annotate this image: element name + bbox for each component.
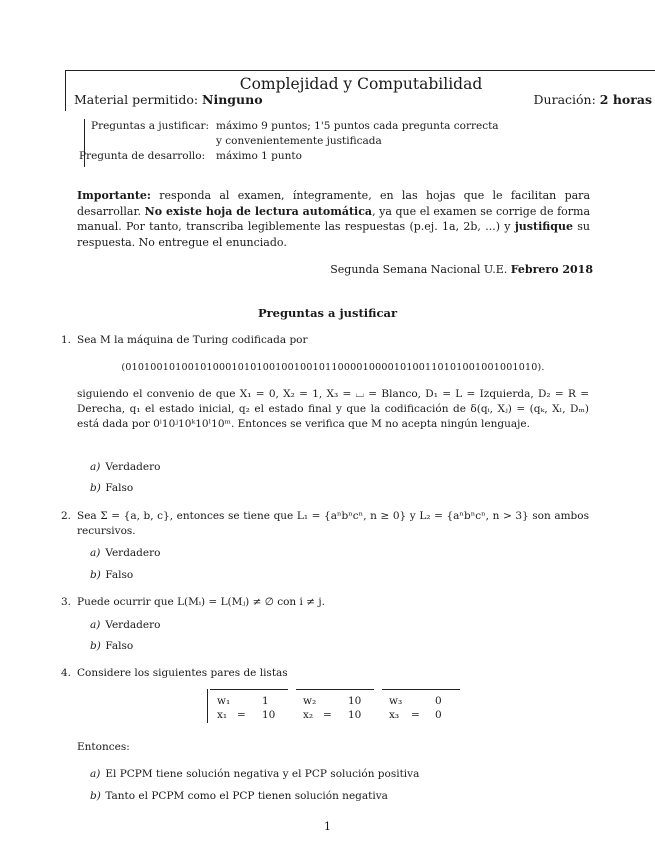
question-number: 3. [61,596,72,608]
pcp-cell: w₃ [389,695,403,707]
important-text: su respuesta. No entregue el enunciado. [77,220,590,249]
pcp-cell: 10 [348,695,362,707]
rule-label: Pregunta de desarrollo: [79,150,206,162]
question-3 [61,595,589,610]
option-text: Falso [105,640,134,652]
option-text: Falso [105,569,134,581]
pcp-cell: w₁ [217,695,231,707]
pcp-cell: = [237,709,246,721]
pcp-cell: x₂ [303,709,314,721]
exam-header [65,70,655,111]
option[interactable] [90,482,133,494]
option[interactable] [90,619,160,631]
pcp-cell: 10 [262,709,276,721]
option[interactable] [90,640,133,652]
question-text: Puede ocurrir que L(Mᵢ) = L(Mⱼ) ≠ ∅ con i ≠ j. [77,596,325,608]
session-text: Segunda Semana Nacional U.E. [330,263,508,276]
question-number: 1. [61,334,72,346]
duration-value: 2 horas [599,92,652,107]
rule-row [85,119,525,134]
option-text: Verdadero [105,461,161,473]
question-text: Considere los siguientes pares de listas [77,667,288,679]
option[interactable] [90,547,160,559]
option-text: Tanto el PCPM como el PCP tienen solución negativa [105,790,388,802]
section-title: Preguntas a justificar [257,306,398,320]
material-value: Ninguno [202,92,263,107]
course-title: Complejidad y Computabilidad [239,75,483,93]
table-rule [210,689,288,690]
page-number: 1 [324,820,331,833]
material-allowed [74,92,263,107]
option[interactable] [90,768,419,780]
option-text: Verdadero [105,619,161,631]
question-intro: Sea M la máquina de Turing codificada por [77,334,308,346]
option-text: Falso [105,482,134,494]
option-letter: a) [90,461,101,473]
question-2 [61,509,589,539]
pcp-cell: w₂ [303,695,317,707]
important-note [77,188,590,250]
rule-row [85,134,525,149]
important-bold: No existe hoja de lectura automática [144,204,373,218]
option[interactable] [90,790,388,802]
scoring-rules [79,119,525,167]
option-letter: b) [90,482,101,494]
question-4-then: Entonces: [77,741,130,753]
pcp-cell: 0 [435,695,442,707]
pcp-cell: 1 [262,695,269,707]
pcp-cell: = [411,709,420,721]
question-1 [61,333,589,432]
pcp-cell: 10 [348,709,362,721]
pcp-cell: x₃ [389,709,400,721]
important-text: responda al examen, íntegramente, en las hojas que le facilitan para desarrollar. [77,189,590,218]
duration-label: Duración: [533,92,596,107]
important-lead: Importante: [77,189,151,202]
table-rule [382,689,460,690]
rule-value: máximo 9 puntos; 1'5 puntos cada pregunta correcta [216,120,499,132]
material-label: Material permitido: [74,92,199,107]
pcp-cell: x₁ [217,709,228,721]
session-date: Febrero 2018 [510,263,593,276]
rule-value: máximo 1 punto [216,150,302,162]
rule-label: Preguntas a justificar: [91,120,210,132]
important-bold: justifique [514,220,573,233]
option-text: Verdadero [105,547,161,559]
question-text: Sea Σ = {a, b, c}, entonces se tiene que L₁ = {aⁿbⁿcⁿ, n ≥ 0} y L₂ = {aⁿbⁿcⁿ, n > 3} son ambos recursivos. [77,510,589,537]
table-border [207,689,208,723]
duration [534,92,652,107]
question-number: 2. [61,510,72,522]
rule-value: y convenientemente justificada [216,135,382,147]
important-text: , ya que el examen se corrige de forma manual. Por tanto, transcriba legiblemente las respuestas (p.ej. 1a, 2b, ...) y [77,204,591,233]
question-number: 4. [61,667,72,679]
option[interactable] [90,569,133,581]
option[interactable] [90,461,160,473]
pcp-cell: = [323,709,332,721]
option-letter: b) [90,640,101,652]
question-4 [61,666,589,681]
option-text: El PCPM tiene solución negativa y el PCP solución positiva [105,768,420,780]
exam-session [330,263,593,276]
option-letter: a) [90,547,101,559]
option-letter: b) [90,790,101,802]
pcp-cell: 0 [435,709,442,721]
question-text: siguiendo el convenio de que X₁ = 0, X₂ = 1, X₃ = ⌴ = Blanco, D₁ = L = Izquierda, D₂ = R = Derecha, q₁ el estado inicial, q₂ el estado final y que la codificación de δ(qᵢ, Xⱼ) = (qₖ, Xₗ, Dₘ) está dada por 0ⁱ10ʲ10ᵏ10ˡ10ᵐ. Entonces se verifica que M no acepta ningún lenguaje. [77,388,589,430]
option-letter: b) [90,569,101,581]
turing-code: (010100101001010001010100100100101100001000010100110101001001001010). [121,362,545,373]
pcp-lists-table [207,687,462,727]
option-letter: a) [90,768,101,780]
table-rule [296,689,374,690]
option-letter: a) [90,619,101,631]
rule-row [79,149,525,164]
